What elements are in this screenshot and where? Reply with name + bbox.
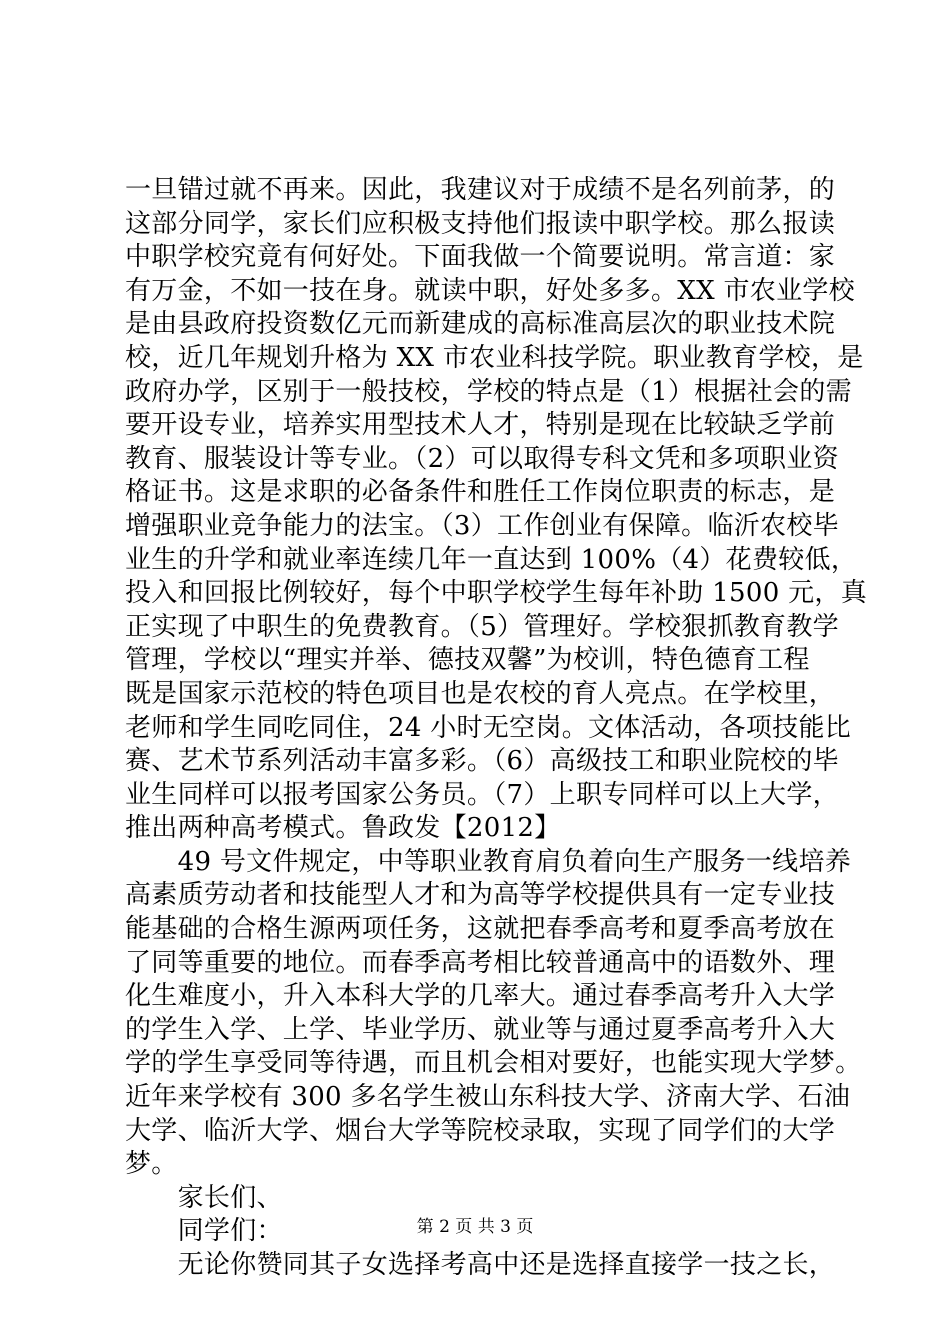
text-line: 家长们、 xyxy=(125,1182,283,1213)
text-line: 是由县政府投资数亿元而新建成的高标准高层次的职业技术院 xyxy=(125,309,836,340)
text-line: 中职学校究竟有何好处。下面我做一个简要说明。常言道：家 xyxy=(125,242,836,273)
text-line: 能基础的合格生源两项任务，这就把春季高考和夏季高考放在 xyxy=(125,914,836,945)
text-line: 校，近几年规划升格为 XX 市农业科技学院。职业教育学校，是 xyxy=(125,342,864,373)
text-line: 业生的升学和就业率连续几年一直达到 100%（4）花费较低， xyxy=(125,544,858,575)
text-line: 了同等重要的地位。而春季高考相比较普通高中的语数外、理 xyxy=(125,947,836,978)
text-line: 投入和回报比例较好，每个中职学校学生每年补助 1500 元，真 xyxy=(125,578,867,609)
text-line: 管理，学校以“理实并举、德技双馨”为校训，特色德育工程 xyxy=(125,645,810,676)
text-line: 要开设专业，培养实用型技术人才，特别是现在比较缺乏学前 xyxy=(125,410,836,441)
text-line: 无论你赞同其子女选择考高中还是选择直接学一技之长， xyxy=(125,1250,836,1280)
text-line: 政府办学，区别于一般技校，学校的特点是（1）根据社会的需 xyxy=(125,376,852,407)
text-line: 赛、艺术节系列活动丰富多彩。（6）高级技工和职业院校的毕 xyxy=(125,746,839,777)
body-text xyxy=(125,174,867,1283)
page-footer: 第 2 页 共 3 页 xyxy=(416,1217,534,1237)
text-line: 学的学生享受同等待遇，而且机会相对要好，也能实现大学梦。 xyxy=(125,1048,862,1079)
text-line: 化生难度小，升入本科大学的几率大。通过春季高考升入大学 xyxy=(125,981,836,1012)
text-line: 一旦错过就不再来。因此，我建议对于成绩不是名列前茅，的 xyxy=(125,175,836,205)
text-line: 增强职业竞争能力的法宝。（3）工作创业有保障。临沂农校毕 xyxy=(125,510,839,541)
text-line: 49 号文件规定，中等职业教育肩负着向生产服务一线培养 xyxy=(125,846,852,877)
text-line: 梦。 xyxy=(125,1149,178,1180)
text-line: 老师和学生同吃同住，24 小时无空岗。文体活动，各项技能比 xyxy=(125,712,852,743)
text-line: 这部分同学，家长们应积极支持他们报读中职学校。那么报读 xyxy=(125,208,836,239)
text-line: 大学、临沂大学、烟台大学等院校录取，实现了同学们的大学 xyxy=(125,1115,836,1146)
text-line: 正实现了中职生的免费教育。（5）管理好。学校狠抓教育教学 xyxy=(125,611,839,642)
text-line: 业生同样可以报考国家公务员。（7）上职专同样可以上大学， xyxy=(125,779,839,810)
text-line: 推出两种高考模式。鲁政发【2012】 xyxy=(125,813,561,844)
text-line: 的学生入学、上学、毕业学历、就业等与通过夏季高考升入大 xyxy=(125,1014,836,1045)
text-line: 近年来学校有 300 多名学生被山东科技大学、济南大学、石油 xyxy=(125,1082,851,1113)
text-line: 格证书。这是求职的必备条件和胜任工作岗位职责的标志，是 xyxy=(125,477,836,508)
text-line: 同学们： xyxy=(125,1216,283,1247)
text-line: 既是国家示范校的特色项目也是农校的育人亮点。在学校里， xyxy=(125,678,836,709)
text-line: 教育、服装设计等专业。（2）可以取得专科文凭和多项职业资 xyxy=(125,443,839,474)
text-line: 有万金，不如一技在身。就读中职，好处多多。XX 市农业学校 xyxy=(125,275,855,306)
text-line: 高素质劳动者和技能型人才和为高等学校提供具有一定专业技 xyxy=(125,880,836,911)
